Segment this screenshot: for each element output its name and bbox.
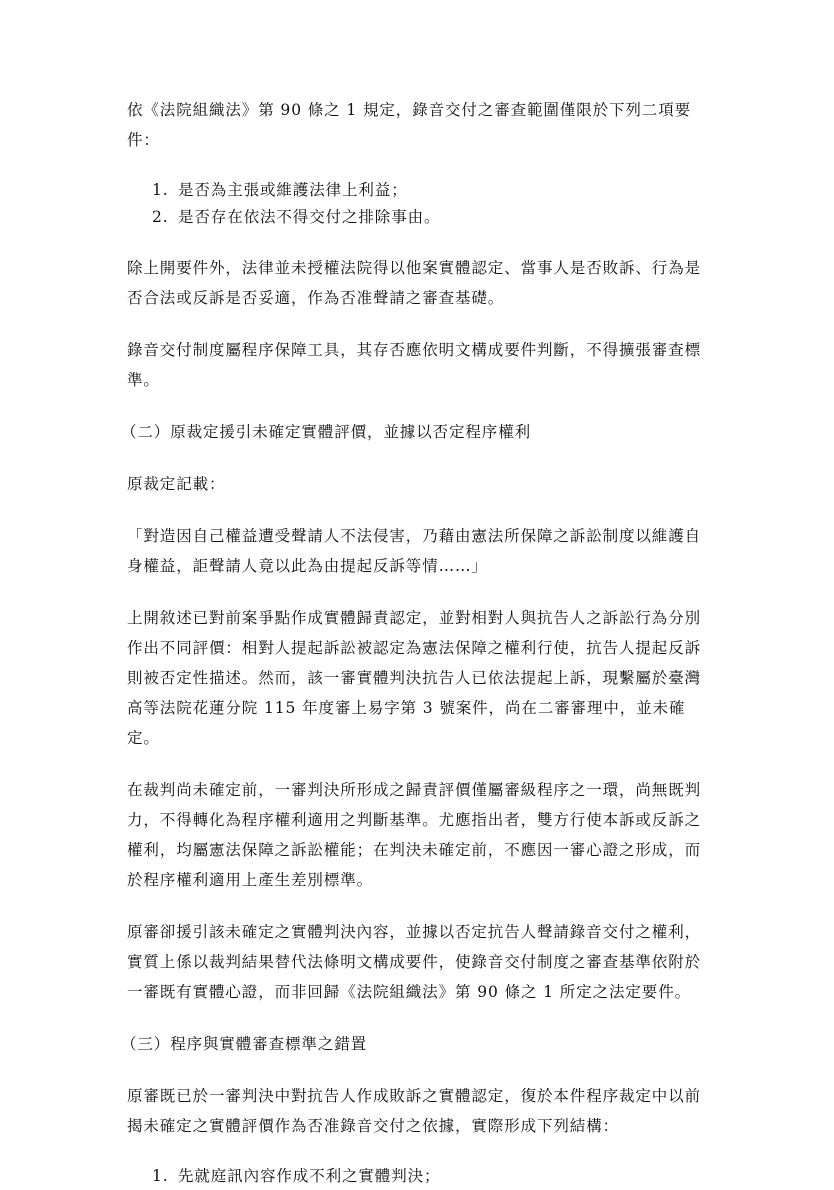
section-heading-2: （二）原裁定援引未確定實體評價，並據以否定程序權利 (121, 423, 532, 441)
list-item-text: 是否存在依法不得交付之排除事由。 (178, 208, 441, 226)
list-item-text: 是否為主張或維護法律上利益； (178, 181, 408, 199)
list-item (127, 1163, 708, 1190)
list-item-number: 1. (152, 181, 169, 199)
paragraph-ruling-record: 原裁定記載： (127, 475, 226, 493)
structure-list (127, 1163, 708, 1190)
paragraph-procedural-tool: 錄音交付制度屬程序保障工具，其存否應依明文構成要件判斷，不得擴張審查標準。 (127, 341, 702, 389)
section-heading-3: （三）程序與實體審查標準之錯置 (121, 1035, 368, 1053)
list-item-number: 2. (152, 208, 169, 226)
paragraph-scope-limit: 除上開要件外，法律並未授權法院得以他案實體認定、當事人是否敗訴、行為是否合法或反訴是否妥適，作為否准聲請之審查基礎。 (127, 259, 702, 307)
paragraph-original-ruling-error: 原審卻援引該未確定之實體判決內容，並據以否定抗告人聲請錄音交付之權利，實質上係以裁判結果替代法條明文構成要件，使錄音交付制度之審查基準依附於一審既有實體心證，而非回歸《法院組織法》第 90 條之 1 所定之法定要件。 (127, 923, 702, 1001)
paragraph-structure-intro: 原審既已於一審判決中對抗告人作成敗訴之實體認定，復於本件程序裁定中以前揭未確定之實體評價作為否准錄音交付之依據，實際形成下列結構： (127, 1087, 702, 1135)
paragraph-quotation: 「對造因自己權益遭受聲請人不法侵害，乃藉由憲法所保障之訴訟制度以維護自身權益，詎聲請人竟以此為由提起反訴等情……」 (127, 527, 702, 575)
paragraph-legal-basis: 依《法院組織法》第 90 條之 1 規定，錄音交付之審查範圍僅限於下列二項要件： (127, 101, 691, 149)
list-item-number: 1. (152, 1167, 169, 1185)
list-item (127, 204, 708, 231)
list-item (127, 177, 708, 204)
requirement-list (127, 177, 708, 231)
paragraph-unconfirmed-judgment: 上開敘述已對前案爭點作成實體歸責認定，並對相對人與抗告人之訴訟行為分別作出不同評價：相對人提起訴訟被認定為憲法保障之權利行使，抗告人提起反訴則被否定性描述。然而，該一審實體判決抗告人已依法提起上訴，現繫屬於臺灣高等法院花蓮分院 115 年度審上易字第 3 號案件，尚在二審審理中，並未確定。 (127, 609, 702, 747)
paragraph-no-res-judicata: 在裁判尚未確定前，一審判決所形成之歸責評價僅屬審級程序之一環，尚無既判力，不得轉化為程序權利適用之判斷基準。尤應指出者，雙方行使本訴或反訴之權利，均屬憲法保障之訴訟權能；在判決未確定前，不應因一審心證之形成，而於程序權利適用上產生差別標準。 (127, 781, 702, 889)
list-item-text: 先就庭訊內容作成不利之實體判決； (178, 1167, 441, 1185)
